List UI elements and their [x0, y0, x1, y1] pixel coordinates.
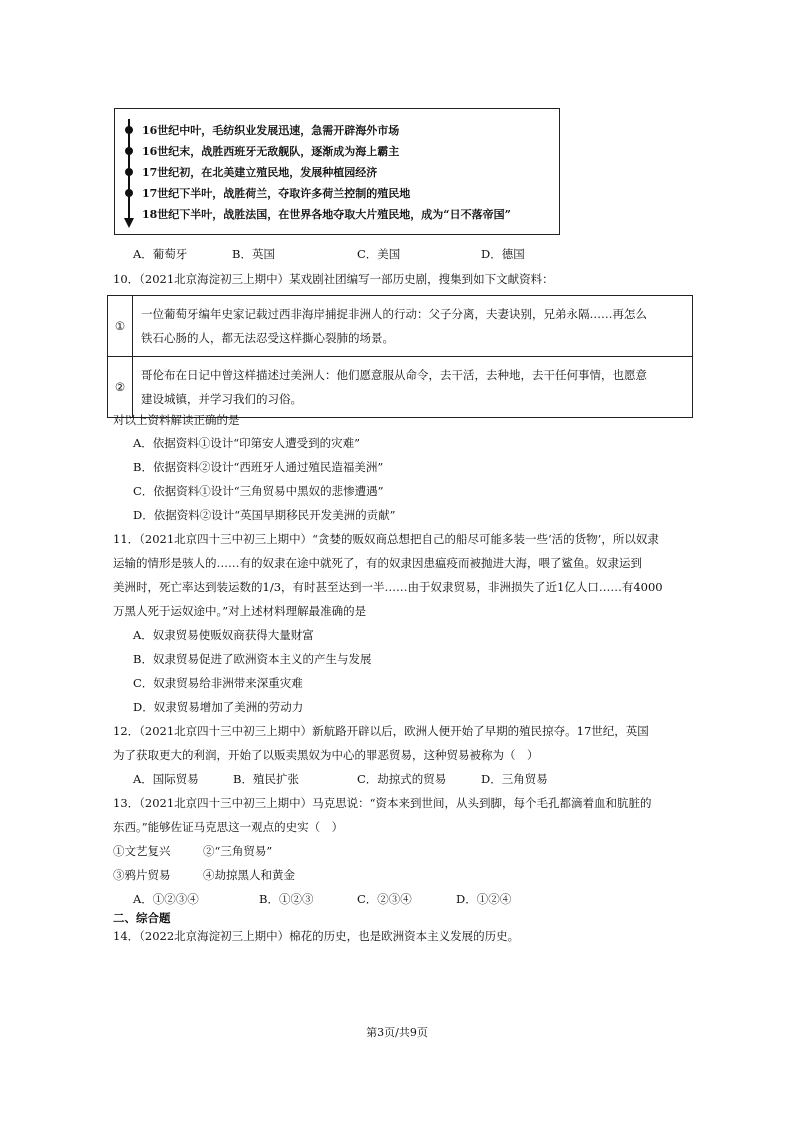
timeline-dot	[125, 168, 133, 176]
q11-option-b[interactable]: B．奴隶贸易促进了欧洲资本主义的产生与发展	[133, 652, 372, 666]
source-line: 哥伦布在日记中曾这样描述过美洲人：他们愿意服从命令，去干活，去种地，去干任何事情，也愿意	[141, 368, 647, 382]
timeline-entry: 17世纪下半叶，战胜荷兰，夺取许多荷兰控制的殖民地	[142, 187, 411, 200]
q12-stem-line: 为了获取更大的利润，开始了以贩卖黑奴为中心的罪恶贸易，这种贸易被称为（ ）	[113, 748, 539, 762]
q13-stem-line: 东西。”能够佐证马克思这一观点的史实（ ）	[113, 820, 344, 834]
timeline-entry: 16世纪中叶，毛纺织业发展迅速，急需开辟海外市场	[142, 124, 400, 137]
q13-option-b[interactable]: B．①②③	[259, 892, 314, 906]
q11-stem-line: 美洲时，死亡率达到装运数的1/3，有时甚至达到一半……由于奴隶贸易，非洲损失了近1亿人口……有4000	[113, 580, 663, 594]
q10-question: 对以上资料解读正确的是	[113, 413, 240, 427]
source-number: ②	[108, 357, 133, 418]
source-number: ①	[108, 296, 133, 357]
q10-source-table	[107, 295, 693, 418]
q13-option-d[interactable]: D．①②④	[456, 892, 512, 906]
q10-option-d[interactable]: D．依据资料②设计“英国早期移民开发美洲的贡献”	[133, 508, 396, 522]
q10-stem: 10．（2021北京海淀初三上期中）某戏剧社团编写一部历史剧，搜集到如下文献资料：	[113, 272, 554, 286]
q10-option-a[interactable]: A．依据资料①设计“印第安人遭受到的灾难”	[133, 436, 361, 450]
source-line: 铁石心肠的人，都无法忍受这样撕心裂肺的场景。	[141, 331, 394, 345]
timeline-dot	[125, 126, 133, 134]
q13-option-a[interactable]: A．①②③④	[133, 892, 199, 906]
timeline-dot	[125, 189, 133, 197]
q13-item: ④劫掠黑人和黄金	[203, 868, 295, 882]
q9-option-b[interactable]: B．英国	[232, 247, 275, 261]
timeline-arrow-icon	[124, 218, 134, 228]
q11-stem-line: 11．（2021北京四十三中初三上期中）“贪婪的贩奴商总想把自己的船尽可能多装一些‘活的货物’，所以奴隶	[113, 532, 659, 546]
q10-option-c[interactable]: C．依据资料①设计“三角贸易中黑奴的悲惨遭遇”	[133, 484, 384, 498]
q12-stem-line: 12．（2021北京四十三中初三上期中）新航路开辟以后，欧洲人便开始了早期的殖民掠夺。17世纪，英国	[113, 724, 649, 738]
q11-option-c[interactable]: C．奴隶贸易给非洲带来深重灾难	[133, 676, 303, 690]
source-line: 建设城镇，并学习我们的习俗。	[141, 392, 302, 406]
q9-option-a[interactable]: A．葡萄牙	[133, 247, 188, 261]
timeline-entry: 18世纪下半叶，战胜法国，在世界各地夺取大片殖民地，成为“日不落帝国”	[142, 208, 511, 221]
q11-option-d[interactable]: D．奴隶贸易增加了美洲的劳动力	[133, 700, 304, 714]
q11-option-a[interactable]: A．奴隶贸易使贩奴商获得大量财富	[133, 628, 314, 642]
q12-option-a[interactable]: A．国际贸易	[133, 772, 199, 786]
timeline-box	[114, 108, 560, 235]
q13-option-c[interactable]: C．②③④	[357, 892, 412, 906]
q11-stem-line: 万黑人死于运奴途中。”对上述材料理解最准确的是	[113, 604, 367, 618]
source-text	[133, 357, 693, 418]
q13-item: ①文艺复兴	[113, 844, 171, 858]
q12-option-c[interactable]: C．劫掠式的贸易	[357, 772, 447, 786]
source-line: 一位葡萄牙编年史家记载过西非海岸捕捉非洲人的行动：父子分离，夫妻诀别，兄弟永隔……再怎么	[141, 307, 647, 321]
q13-item: ③鸦片贸易	[113, 868, 171, 882]
q11-stem-line: 运输的情形是骇人的……有的奴隶在途中就死了，有的奴隶因患瘟疫而被抛进大海，喂了鲨鱼。奴隶运到	[113, 556, 642, 570]
timeline-dot	[125, 147, 133, 155]
q13-stem-line: 13．（2021北京四十三中初三上期中）马克思说：“资本来到世间，从头到脚，每个毛孔都滴着血和肮脏的	[113, 796, 652, 810]
q12-option-d[interactable]: D．三角贸易	[481, 772, 548, 786]
source-text	[133, 296, 693, 357]
q9-option-c[interactable]: C．美国	[357, 247, 401, 261]
q12-option-b[interactable]: B．殖民扩张	[233, 772, 299, 786]
timeline-entry: 17世纪初，在北美建立殖民地，发展种植园经济	[142, 166, 378, 179]
timeline-entry: 16世纪末，战胜西班牙无敌舰队，逐渐成为海上霸主	[142, 145, 400, 158]
q14-stem: 14．（2022北京海淀初三上期中）棉花的历史，也是欧洲资本主义发展的历史。	[113, 929, 520, 943]
q13-item: ②“三角贸易”	[203, 844, 273, 858]
q10-option-b[interactable]: B．依据资料②设计“西班牙人通过殖民造福美洲”	[133, 460, 384, 474]
page-number: 第3页/共9页	[366, 1026, 428, 1039]
source-row	[108, 296, 693, 357]
section-heading: 二、综合题	[113, 911, 171, 925]
q9-option-d[interactable]: D．德国	[481, 247, 525, 261]
source-row	[108, 357, 693, 418]
